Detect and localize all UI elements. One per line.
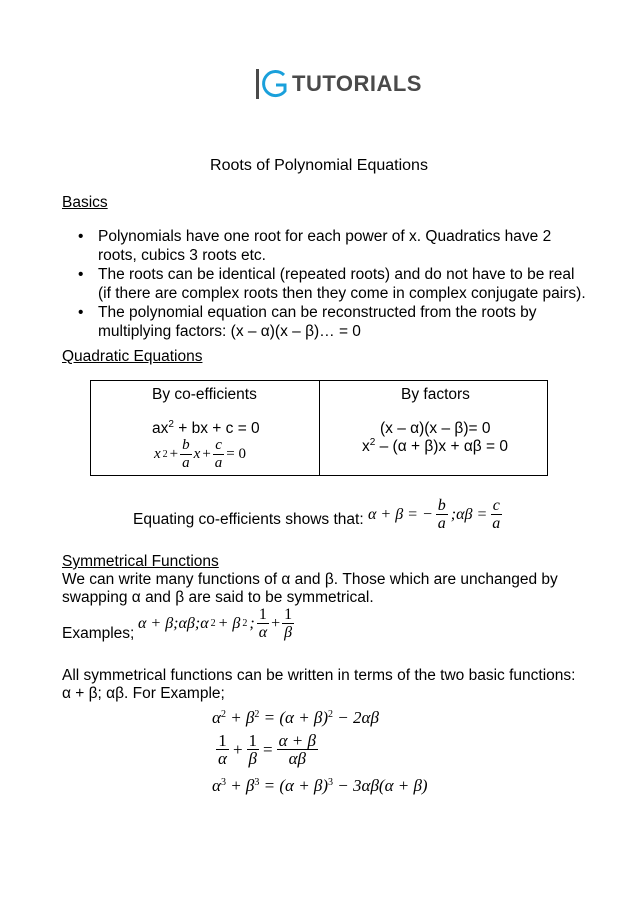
col2-header: By factors [401,386,470,403]
symmetrical-line2: swapping α and β are said to be symmetrical. [62,589,374,606]
col2-eq1: (x – α)(x – β)= 0 [380,420,491,437]
symmetrical-line1: We can write many functions of α and β. Those which are unchanged by [62,571,558,588]
symmetric-eq3: $\alpha^3 + \beta^3 = (\alpha + \beta)^3 - 3\alpha\beta(\alpha + \beta)$ [212,776,428,795]
table-divider [319,381,320,475]
bullet-icon: • [78,266,84,283]
bullet-icon: • [78,304,84,321]
examples-label: Examples; [62,625,135,642]
col1-eq2: x 2 + $\frac{b}{a}$ x + $\frac{c}{a}$ = 0 [154,437,246,471]
logo [254,66,422,102]
quadratic-heading: Quadratic Equations [62,348,203,365]
equating-text: Equating co-efficients shows that: [133,511,364,528]
list-item: • The roots can be identical (repeated roots) and do not have to be real (if there are complex roots then they come in complex conjugate pairs). [78,266,586,302]
examples-math: α + β;αβ;α 2 + β 2 ; $\frac{1}{\alpha}$ + $\frac{1}{\beta}$ [138,606,293,641]
equating-math: α + β = − $\frac{b}{a}$ ;αβ = $\frac{c}{a}$ [368,497,501,532]
page-title: Roots of Polynomial Equations [210,157,428,174]
col1-eq1: $ax^2$ + bx + c = 0 [152,419,260,437]
list-item: • Polynomials have one root for each power of x. Quadratics have 2 roots, cubics 3 roots etc. [78,228,552,264]
basics-heading: Basics [62,194,108,211]
logo-brand-text: TUTORIALS [292,71,422,96]
symmetrical-heading: Symmetrical Functions [62,553,219,570]
symmetric-eq2: $\frac{1}{\alpha}$ + $\frac{1}{\beta}$ = $\frac{\alpha + \beta}{\alpha\beta}$ [218,731,316,768]
symmetrical-line4: α + β; αβ. For Example; [62,685,225,702]
col2-eq2: $x^2 - (\alpha + \beta)x + \alpha\beta = 0$ [362,437,508,455]
tg-logo-mark [254,67,292,101]
col1-header: By co-efficients [152,386,257,403]
basics-list [62,227,602,341]
bullet-icon: • [78,228,84,245]
quadratic-table [90,380,548,476]
symmetric-eq1: $\alpha^2 + \beta^2 = (\alpha + \beta)^2 - 2\alpha\beta$ [212,708,379,727]
tg-logo-icon [254,67,292,101]
symmetrical-line3: All symmetrical functions can be written in terms of the two basic functions: [62,667,576,684]
list-item: • The polynomial equation can be reconstructed from the roots by multiplying factors: (x – α)(x – β)… = 0 [78,304,537,340]
